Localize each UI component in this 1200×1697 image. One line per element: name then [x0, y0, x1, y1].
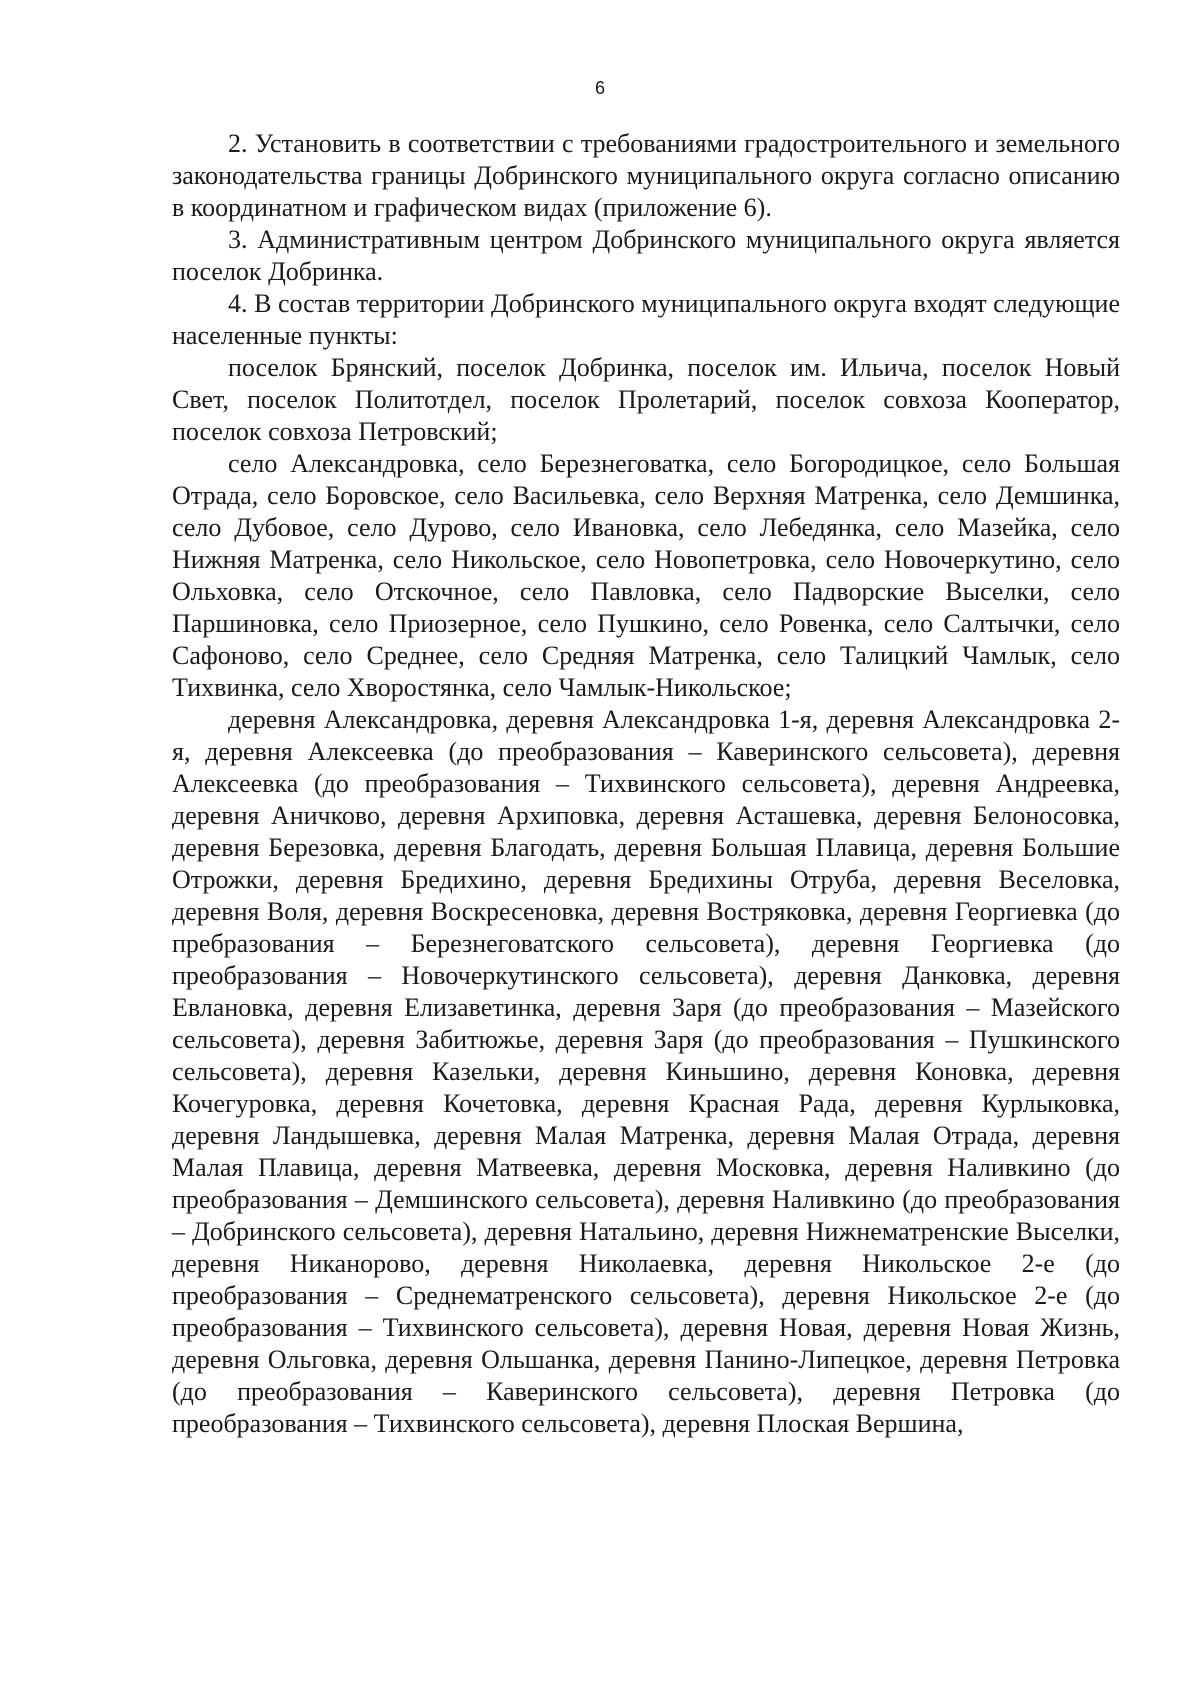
- paragraph-settlements-poselok: поселок Брянский, поселок Добринка, поселок им. Ильича, поселок Новый Свет, поселок Политотдел, поселок Пролетарий, поселок совхоза Кооператор, поселок совхоза Петровский;: [172, 353, 1120, 446]
- document-body: [172, 128, 1120, 1440]
- paragraph-settlements-selo: село Александровка, село Березнеговатка, село Богородицкое, село Большая Отрада, село Боровское, село Васильевка, село Верхняя Матренка, село Демшинка, село Дубовое, село Дурово, село Ивановка, село Лебедянка, село Мазейка, село Нижняя Матренка, село Никольское, село Новопетровка, село Новочеркутино, село Ольховка, село Отскочное, село Павловка, село Падворские Выселки, село Паршиновка, село Приозерное, село Пушкино, село Ровенка, село Салтычки, село Сафоново, село Среднее, село Средняя Матренка, село Талицкий Чамлык, село Тихвинка, село Хворостянка, село Чамлык-Никольское;: [172, 449, 1120, 702]
- page-number: 6: [594, 78, 605, 98]
- paragraph-admin-center: 3. Административным центром Добринского муниципального округа является поселок Добринка.: [172, 225, 1120, 286]
- paragraph-boundaries: 2. Установить в соответствии с требованиями градостроительного и земельного законодательства границы Добринского муниципального округа согласно описанию в координатном и графическом видах (приложение 6).: [172, 129, 1120, 222]
- paragraph-territory-intro: 4. В состав территории Добринского муниципального округа входят следующие населенные пункты:: [172, 289, 1120, 350]
- paragraph-settlements-derevnya: деревня Александровка, деревня Александровка 1-я, деревня Александровка 2-я, деревня Алексеевка (до преобразования – Каверинского сельсовета), деревня Алексеевка (до преобразования – Тихвинского сельсовета), деревня Андреевка, деревня Аничково, деревня Архиповка, деревня Асташевка, деревня Белоносовка, деревня Березовка, деревня Благодать, деревня Большая Плавица, деревня Большие Отрожки, деревня Бредихино, деревня Бредихины Отруба, деревня Веселовка, деревня Воля, деревня Воскресеновка, деревня Востряковка, деревня Георгиевка (до пребразования – Березнеговатского сельсовета), деревня Георгиевка (до преобразования – Новочеркутинского сельсовета), деревня Данковка, деревня Евлановка, деревня Елизаветинка, деревня Заря (до преобразования – Мазейского сельсовета), деревня Забитюжье, деревня Заря (до преобразования – Пушкинского сельсовета), деревня Казельки, деревня Киньшино, деревня Коновка, деревня Кочегуровка, деревня Кочетовка, деревня Красная Рада, деревня Курлыковка, деревня Ландышевка, деревня Малая Матренка, деревня Малая Отрада, деревня Малая Плавица, деревня Матвеевка, деревня Московка, деревня Наливкино (до преобразования – Демшинского сельсовета), деревня Наливкино (до преобразования – Добринского сельсовета), деревня Натальино, деревня Нижнематренские Выселки, деревня Никанорово, деревня Николаевка, деревня Никольское 2-е (до преобразования – Среднематренского сельсовета), деревня Никольское 2-е (до преобразования – Тихвинского сельсовета), деревня Новая, деревня Новая Жизнь, деревня Ольговка, деревня Ольшанка, деревня Панино-Липецкое, деревня Петровка (до преобразования – Каверинского сельсовета), деревня Петровка (до преобразования – Тихвинского сельсовета), деревня Плоская Вершина,: [172, 705, 1120, 1438]
